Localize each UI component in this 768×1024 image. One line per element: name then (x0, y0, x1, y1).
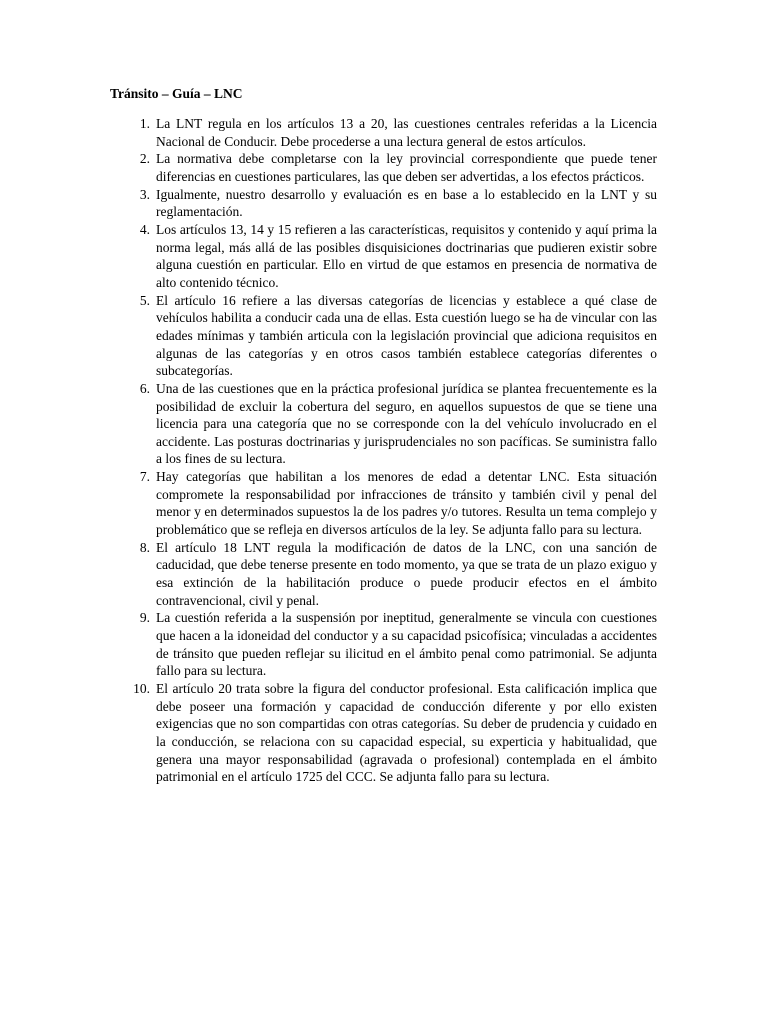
item-number: 8. (139, 539, 150, 555)
list-item (120, 221, 657, 292)
guide-list (120, 115, 657, 786)
list-item (120, 186, 657, 221)
item-text: La normativa debe completarse con la ley provincial correspondiente que puede tener diferencias en cuestiones particulares, las que deben ser advertidas, a los efectos prácticos. (156, 151, 657, 184)
item-number: 1. (139, 116, 150, 131)
list-item (120, 609, 657, 680)
item-text: Igualmente, nuestro desarrollo y evaluación es en base a lo establecido en la LNT y su reglamentación. (156, 186, 657, 220)
item-text: Una de las cuestiones que en la práctica profesional jurídica se plantea frecuentemente es la posibilidad de excluir la cobertura del seguro, en aquellos supuestos de que se tiene una licencia para una categoría que no se corresponde con la del vehículo involucrado en el accidente. Las posturas doctrinarias y jurisprudenciales no son pacíficas. Se suministra fallo a los fines de su lectura. (156, 380, 657, 467)
document-title: Tránsito – Guía – LNC (110, 86, 243, 101)
item-text: Los artículos 13, 14 y 15 refieren a las características, requisitos y contenido y aquí prima la norma legal, más allá de las posibles disquisiciones doctrinarias que pudieren existir sobre alguna cuestión en particular. Ello en virtud de que estamos en presencia de normativa de alto contenido técnico. (156, 221, 657, 290)
list-item (120, 680, 657, 786)
item-text: La LNT regula en los artículos 13 a 20, las cuestiones centrales referidas a la Licencia Nacional de Conducir. Debe procederse a una lectura general de estos artículos. (156, 116, 657, 149)
item-text: El artículo 20 trata sobre la figura del conductor profesional. Esta calificación implica que debe poseer una formación y capacidad de conducción diferente y por ello existen exigencias que no son compartidas con otras categorías. Su deber de prudencia y cuidado en la conducción, se relaciona con su capacidad especial, su experticia y habitualidad, que genera una mayor responsabilidad (agravada o profesional) contemplada en el ámbito patrimonial en el artículo 1725 del CCC. Se adjunta fallo para su lectura. (156, 681, 657, 785)
item-number: 6. (139, 380, 150, 396)
item-number: 10. (133, 681, 150, 696)
item-text: El artículo 18 LNT regula la modificación de datos de la LNC, con una sanción de caducidad, que debe tenerse presente en todo momento, ya que se trata de un plazo exiguo y esa extinción de la habilitación produce o puede producir efectos en el ámbito contravencional, civil y penal. (156, 539, 657, 608)
item-text: Hay categorías que habilitan a los menores de edad a detentar LNC. Esta situación compromete la responsabilidad por infracciones de tránsito y también civil y penal del menor y en determinados supuestos la de los padres y/o tutores. Resulta un tema complejo y problemático que se refleja en diversos artículos de la ley. Se adjunta fallo para su lectura. (156, 469, 657, 538)
list-item (120, 150, 657, 185)
item-number: 5. (139, 292, 150, 308)
item-number: 4. (139, 221, 150, 237)
item-number: 2. (139, 151, 150, 167)
list-item (120, 380, 657, 468)
list-item (120, 115, 657, 150)
item-text: El artículo 16 refiere a las diversas categorías de licencias y establece a qué clase de vehículos habilita a conducir cada una de ellas. Esta cuestión luego se ha de vincular con las edades mínimas y también articula con la legislación provincial que adiciona requisitos en algunas de las categorías y en otros casos también establece categorías diferentes o subcategorías. (156, 292, 657, 379)
list-item (120, 292, 657, 380)
list-item (120, 539, 657, 610)
item-number: 9. (139, 610, 150, 626)
item-number: 3. (139, 186, 150, 202)
item-text: La cuestión referida a la suspensión por ineptitud, generalmente se vincula con cuestiones que hacen a la idoneidad del conductor y a su capacidad psicofísica; vinculadas a accidentes de tránsito que pueden reflejar su ilicitud en el ámbito penal como patrimonial. Se adjunta fallo para su lectura. (156, 610, 657, 679)
list-item (120, 468, 657, 539)
item-number: 7. (139, 469, 150, 485)
